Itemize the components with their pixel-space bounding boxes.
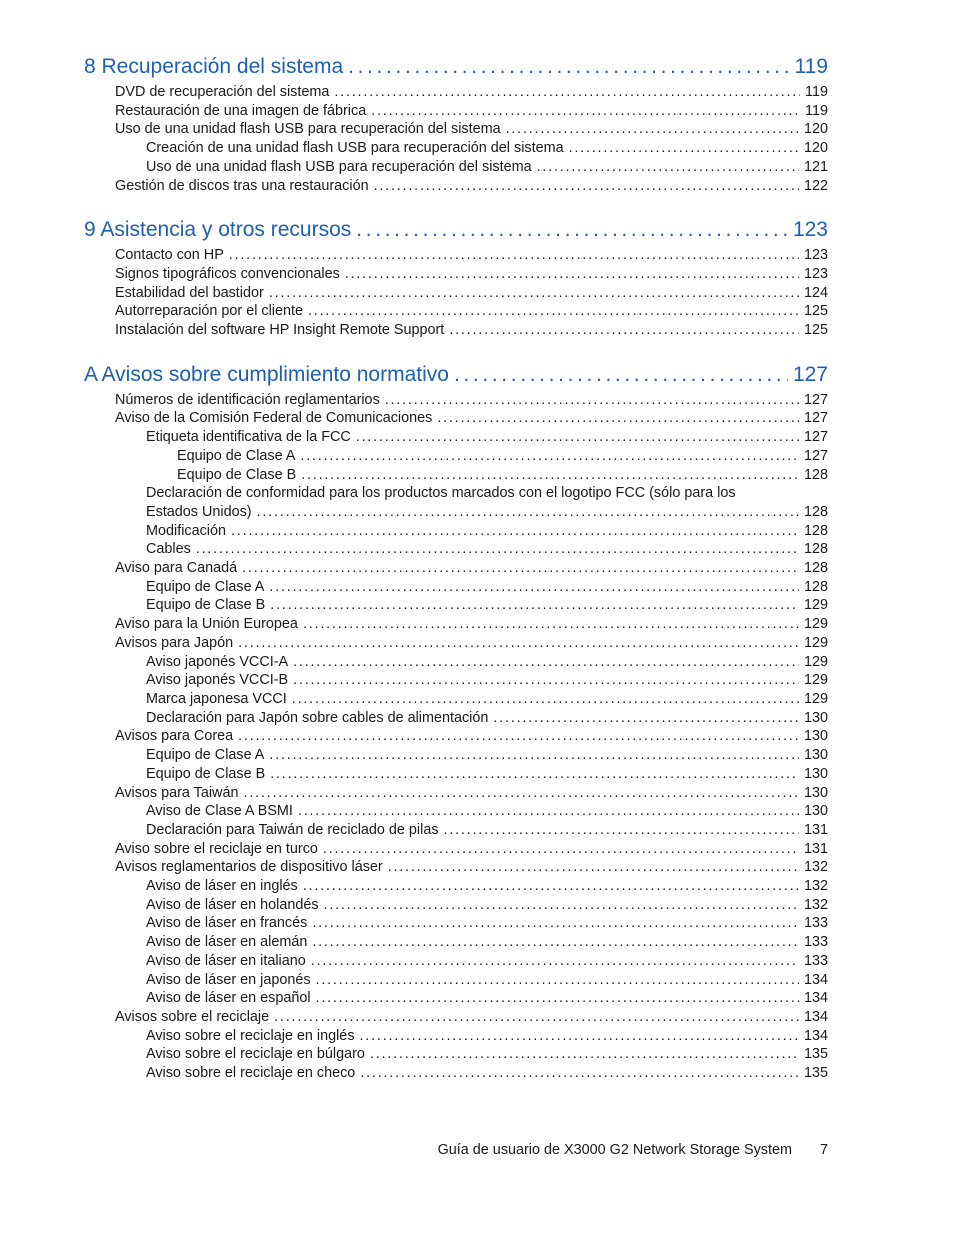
toc-leader-dots <box>301 466 799 485</box>
toc-leader-dots <box>493 709 799 728</box>
toc-entry[interactable] <box>84 1045 828 1064</box>
toc-entry[interactable] <box>84 896 828 915</box>
toc-leader-dots <box>437 409 799 428</box>
toc-entry-page: 122 <box>803 177 828 194</box>
toc-entry[interactable] <box>84 428 828 447</box>
toc-entry-page: 129 <box>803 616 828 633</box>
toc-entry-page: 123 <box>803 265 828 282</box>
toc-entry[interactable] <box>84 139 828 158</box>
toc-leader-dots <box>308 302 799 321</box>
toc-leader-dots <box>270 765 799 784</box>
toc-leader-dots <box>231 522 799 541</box>
toc-entry-title: Avisos sobre el reciclaje <box>115 1008 270 1025</box>
toc-entry-page: 120 <box>803 140 828 157</box>
toc-entry-page: 127 <box>803 391 828 408</box>
toc-leader-dots <box>356 215 788 245</box>
toc-leader-dots <box>293 671 799 690</box>
toc-entry-title: Aviso de láser en alemán <box>146 934 308 951</box>
toc-entry-page: 129 <box>803 634 828 651</box>
toc-entry-page: 127 <box>803 429 828 446</box>
toc-entry[interactable] <box>84 615 828 634</box>
toc-leader-dots <box>370 1045 799 1064</box>
toc-chapter-title: 9 Asistencia y otros recursos <box>84 218 352 242</box>
toc-entry-page: 121 <box>803 158 828 175</box>
toc-leader-dots <box>360 1064 799 1083</box>
toc-leader-dots <box>274 1008 799 1027</box>
toc-entry-title: Marca japonesa VCCI <box>146 690 287 707</box>
toc-entry-title: Etiqueta identificativa de la FCC <box>146 429 351 446</box>
toc-entry-page: 134 <box>803 1008 828 1025</box>
toc-leader-dots <box>312 914 799 933</box>
toc-leader-dots <box>449 321 799 340</box>
toc-entry[interactable] <box>84 840 828 859</box>
toc-entry-page: 127 <box>803 447 828 464</box>
toc-entry-page: 128 <box>803 541 828 558</box>
toc-leader-dots <box>270 596 799 615</box>
toc-entry[interactable] <box>84 765 828 784</box>
toc-entry-title: Contacto con HP <box>115 247 224 264</box>
toc-entry[interactable] <box>84 952 828 971</box>
toc-entry-title: Equipo de Clase A <box>146 747 265 764</box>
toc-entry-title: Aviso japonés VCCI-A <box>146 653 289 670</box>
toc-leader-dots <box>537 158 799 177</box>
toc-entry-page: 130 <box>803 765 828 782</box>
toc-leader-dots <box>385 391 799 410</box>
toc-entry[interactable] <box>84 971 828 990</box>
toc-chapter[interactable] <box>84 52 828 82</box>
toc-entry-title: Aviso sobre el reciclaje en checo <box>146 1065 356 1082</box>
toc-entry[interactable] <box>84 821 828 840</box>
toc-entry-title: Aviso de láser en italiano <box>146 952 306 969</box>
toc-entry[interactable] <box>84 578 828 597</box>
toc-entry[interactable] <box>84 933 828 952</box>
toc-entry[interactable] <box>84 709 828 728</box>
toc-entry-page: 119 <box>805 84 828 100</box>
toc-entry[interactable] <box>84 802 828 821</box>
toc-entry[interactable] <box>84 102 828 121</box>
toc-chapter[interactable] <box>84 215 828 245</box>
toc-entry[interactable] <box>84 177 828 196</box>
toc-entry[interactable] <box>84 447 828 466</box>
toc-entry-page: 135 <box>803 1065 828 1082</box>
toc-entry-page: 134 <box>803 1027 828 1044</box>
toc-entry-title: Autorreparación por el cliente <box>115 303 303 320</box>
toc-entry-title: Aviso para Canadá <box>115 560 238 577</box>
toc-entry-title: DVD de recuperación del sistema <box>115 84 330 100</box>
toc-leader-dots <box>238 727 799 746</box>
toc-leader-dots <box>298 802 799 821</box>
toc-entry-page: 128 <box>803 522 828 539</box>
toc-entry-page: 130 <box>803 747 828 764</box>
toc-leader-dots <box>323 840 799 859</box>
toc-entry[interactable] <box>84 284 828 303</box>
toc-leader-dots <box>269 746 799 765</box>
toc-entry-page: 129 <box>803 597 828 614</box>
toc-entry-page: 129 <box>803 672 828 689</box>
toc-entry[interactable] <box>84 559 828 578</box>
toc-leader-dots <box>345 265 799 284</box>
toc-entry-title: Aviso japonés VCCI-B <box>146 672 289 689</box>
toc-entry-title: Aviso de láser en japonés <box>146 971 311 988</box>
toc-entry-title: Equipo de Clase A <box>146 578 265 595</box>
toc-entry-line[interactable]: Declaración de conformidad para los productos marcados con el logotipo FCC (sólo para los <box>146 485 736 502</box>
toc-entry-page: 132 <box>803 878 828 895</box>
toc-entry[interactable] <box>84 158 828 177</box>
toc-leader-dots <box>229 246 799 265</box>
toc-entry-title: Uso de una unidad flash USB para recuperación del sistema <box>115 121 501 138</box>
toc-leader-dots <box>360 1027 799 1046</box>
toc-entry-title: Aviso de láser en inglés <box>146 878 298 895</box>
toc-leader-dots <box>444 821 799 840</box>
toc-leader-dots <box>242 559 799 578</box>
toc-entry[interactable] <box>84 634 828 653</box>
toc-entry-page: 132 <box>803 859 828 876</box>
toc-entry[interactable] <box>84 503 828 522</box>
toc-entry[interactable] <box>84 246 828 265</box>
toc-chapter-title: 8 Recuperación del sistema <box>84 55 344 78</box>
toc-entry[interactable] <box>84 671 828 690</box>
toc-entry-page: 127 <box>803 410 828 427</box>
toc-entry-title: Avisos para Corea <box>115 728 234 745</box>
toc-leader-dots <box>454 360 788 390</box>
toc-leader-dots <box>243 784 799 803</box>
toc-leader-dots <box>348 52 789 82</box>
toc-leader-dots <box>316 989 799 1008</box>
toc-entry-title: Aviso sobre el reciclaje en turco <box>115 840 318 857</box>
toc-leader-dots <box>269 578 799 597</box>
toc-entry-title: Equipo de Clase B <box>146 765 266 782</box>
toc-entry-title: Aviso para la Unión Europea <box>115 616 298 633</box>
toc-entry[interactable] <box>84 522 828 541</box>
toc-entry-page: 123 <box>803 247 828 264</box>
toc-leader-dots <box>324 896 799 915</box>
toc-entry-title: Signos tipográficos convencionales <box>115 265 340 282</box>
toc-entry-title: Equipo de Clase A <box>177 447 296 464</box>
toc-entry[interactable] <box>84 83 828 102</box>
toc-entry-page: 124 <box>803 284 828 301</box>
toc-entry-page: 134 <box>803 971 828 988</box>
toc-entry-title: Aviso de láser en español <box>146 990 311 1007</box>
toc-entry-title: Uso de una unidad flash USB para recuperación del sistema <box>146 158 532 175</box>
toc-leader-dots <box>312 933 799 952</box>
toc-entry-page: 119 <box>805 102 828 119</box>
toc-entry-title: Gestión de discos tras una restauración <box>115 177 369 194</box>
toc-entry-page: 133 <box>803 952 828 969</box>
toc-entry[interactable] <box>84 1008 828 1027</box>
toc-leader-dots <box>196 540 799 559</box>
table-of-contents <box>84 52 828 1083</box>
toc-leader-dots <box>356 428 799 447</box>
toc-entry-page: 133 <box>803 915 828 932</box>
toc-entry[interactable] <box>84 1027 828 1046</box>
toc-leader-dots <box>569 139 799 158</box>
toc-leader-dots <box>292 690 799 709</box>
toc-leader-dots <box>316 971 799 990</box>
toc-entry-page: 128 <box>803 503 828 520</box>
toc-entry[interactable] <box>84 690 828 709</box>
toc-entry-title: Aviso sobre el reciclaje en búlgaro <box>146 1046 365 1063</box>
toc-entry[interactable] <box>84 409 828 428</box>
toc-entry-title: Aviso sobre el reciclaje en inglés <box>146 1027 355 1044</box>
toc-entry[interactable] <box>84 989 828 1008</box>
toc-entry-page: 133 <box>803 934 828 951</box>
toc-entry[interactable] <box>84 391 828 410</box>
toc-entry-title: Estabilidad del bastidor <box>115 284 264 301</box>
toc-entry-title: Cables <box>146 541 191 558</box>
toc-entry-page: 132 <box>803 896 828 913</box>
toc-entry-page: 125 <box>803 303 828 320</box>
toc-entry[interactable] <box>84 120 828 139</box>
toc-entry-title: Declaración para Taiwán de reciclado de pilas <box>146 821 439 838</box>
toc-leader-dots <box>303 877 799 896</box>
toc-entry[interactable] <box>84 1064 828 1083</box>
toc-entry-title: Restauración de una imagen de fábrica <box>115 102 367 119</box>
toc-chapter[interactable] <box>84 360 828 390</box>
toc-leader-dots <box>303 615 799 634</box>
toc-entry-title: Modificación <box>146 522 226 539</box>
toc-entry[interactable] <box>84 858 828 877</box>
toc-entry-title: Aviso de Clase A BSMI <box>146 803 293 820</box>
toc-entry-page: 134 <box>803 990 828 1007</box>
toc-entry-title: Declaración para Japón sobre cables de alimentación <box>146 709 489 726</box>
toc-leader-dots <box>257 503 799 522</box>
footer-doc-title: Guía de usuario de X3000 G2 Network Storage System <box>437 1142 792 1158</box>
footer-page-number: 7 <box>819 1142 828 1158</box>
toc-entry[interactable] <box>84 784 828 803</box>
toc-entry-title: Instalación del software HP Insight Remote Support <box>115 322 445 339</box>
toc-entry-title: Aviso de láser en holandés <box>146 896 319 913</box>
toc-leader-dots <box>334 83 800 102</box>
toc-entry-page: 125 <box>803 322 828 339</box>
toc-leader-dots <box>238 634 799 653</box>
toc-entry-title: Equipo de Clase B <box>177 466 297 483</box>
toc-entry-title: Avisos reglamentarios de dispositivo láser <box>115 859 383 876</box>
toc-entry-title: Creación de una unidad flash USB para recuperación del sistema <box>146 140 564 157</box>
toc-chapter-page: 119 <box>794 55 828 78</box>
page-footer <box>84 1142 828 1158</box>
toc-entry-page: 129 <box>803 653 828 670</box>
toc-leader-dots <box>388 858 799 877</box>
toc-entry-page: 128 <box>803 560 828 577</box>
toc-leader-dots <box>506 120 799 139</box>
toc-entry-title: Equipo de Clase B <box>146 597 266 614</box>
toc-entry[interactable] <box>84 265 828 284</box>
toc-leader-dots <box>311 952 799 971</box>
toc-leader-dots <box>374 177 799 196</box>
toc-leader-dots <box>269 284 799 303</box>
toc-chapter-title: A Avisos sobre cumplimiento normativo <box>84 362 449 386</box>
toc-entry[interactable] <box>84 596 828 615</box>
toc-chapter-page: 123 <box>792 218 828 242</box>
toc-entry-page: 135 <box>803 1046 828 1063</box>
toc-chapter-page: 127 <box>792 362 828 386</box>
toc-entry-page: 130 <box>803 709 828 726</box>
toc-entry-title: Números de identificación reglamentarios <box>115 391 380 408</box>
toc-entry[interactable] <box>84 302 828 321</box>
toc-entry-page: 130 <box>803 803 828 820</box>
toc-entry-page: 131 <box>803 840 828 857</box>
toc-entry-page: 120 <box>803 121 828 138</box>
toc-entry[interactable] <box>84 914 828 933</box>
toc-entry-title: Avisos para Taiwán <box>115 784 239 801</box>
toc-entry-title: Aviso de la Comisión Federal de Comunicaciones <box>115 410 433 427</box>
toc-entry-page: 131 <box>803 821 828 838</box>
toc-entry[interactable] <box>84 540 828 559</box>
toc-entry-page: 129 <box>803 690 828 707</box>
toc-entry-page: 128 <box>803 578 828 595</box>
toc-entry[interactable] <box>84 877 828 896</box>
toc-entry[interactable] <box>84 653 828 672</box>
toc-entry[interactable] <box>84 727 828 746</box>
toc-leader-dots <box>293 653 799 672</box>
toc-entry[interactable] <box>84 321 828 340</box>
toc-entry-page: 130 <box>803 728 828 745</box>
toc-leader-dots <box>371 102 800 121</box>
toc-entry[interactable] <box>84 746 828 765</box>
toc-entry-page: 128 <box>803 466 828 483</box>
toc-entry-title: Avisos para Japón <box>115 634 234 651</box>
toc-entry[interactable] <box>84 466 828 485</box>
toc-entry-page: 130 <box>803 784 828 801</box>
toc-entry-title: Aviso de láser en francés <box>146 915 308 932</box>
toc-entry-title: Estados Unidos) <box>146 503 252 520</box>
toc-leader-dots <box>300 447 799 466</box>
